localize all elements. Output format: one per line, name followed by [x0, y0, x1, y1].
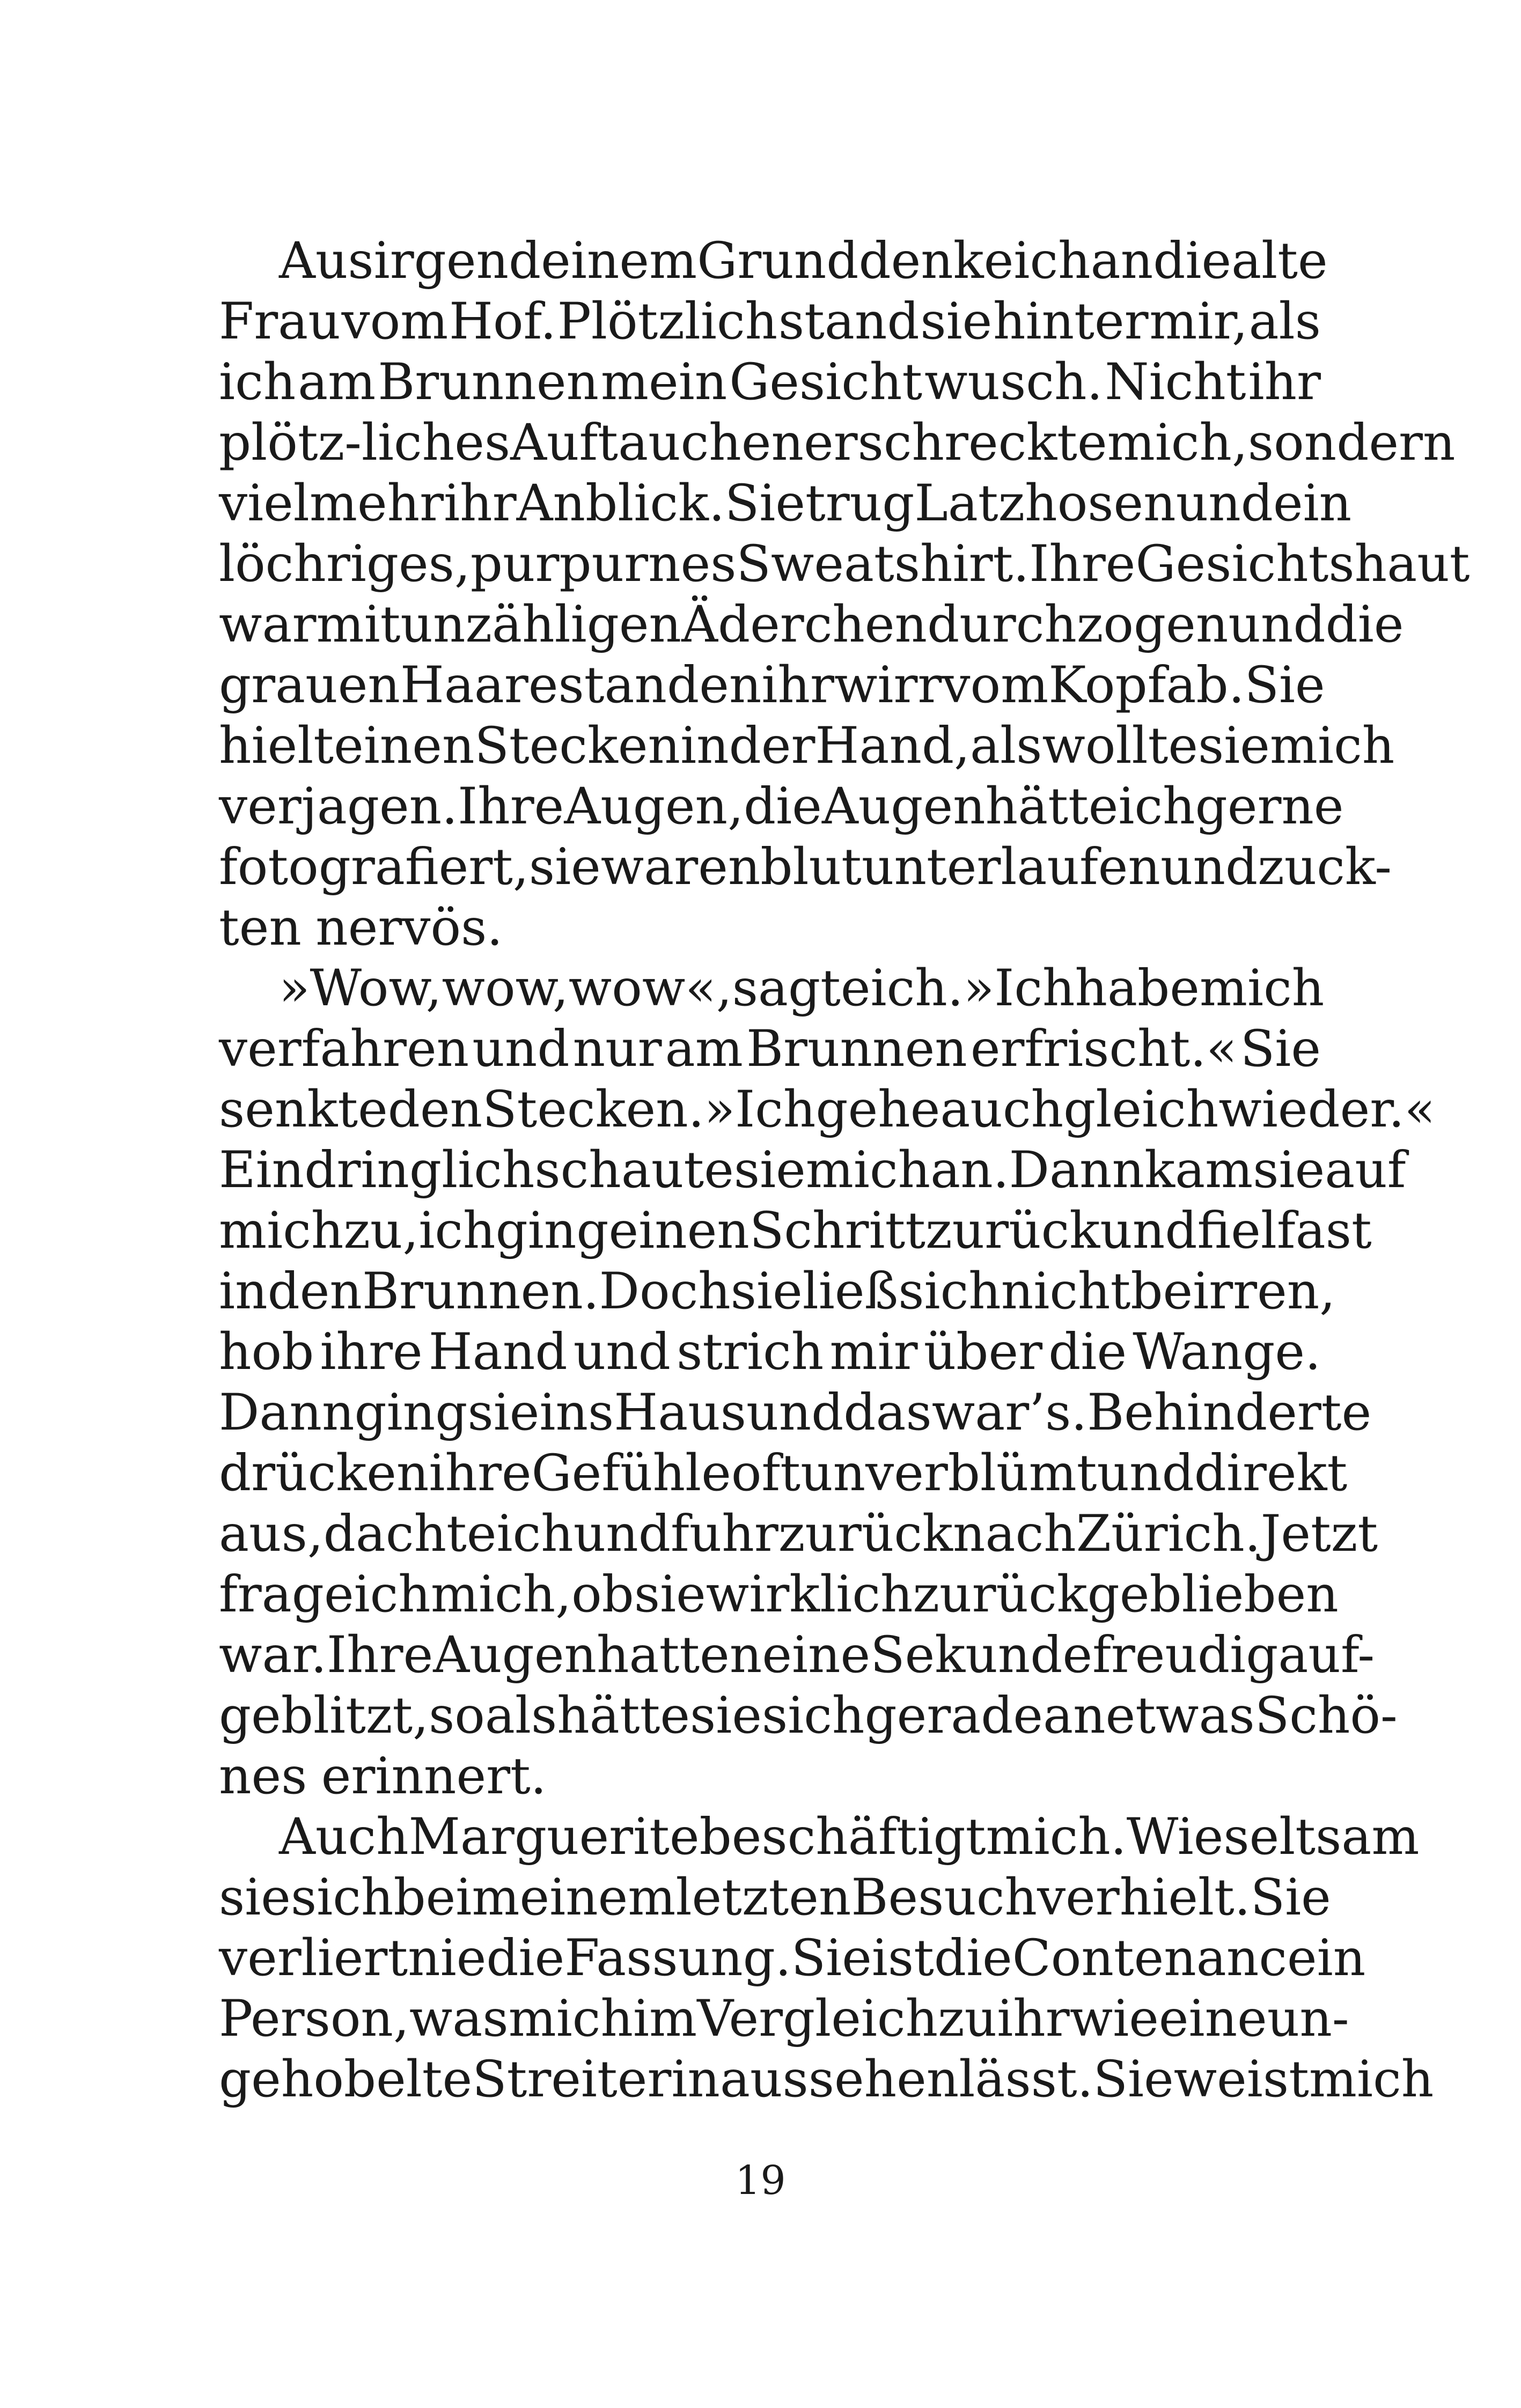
- word: ihre: [320, 1323, 423, 1381]
- text-line: [219, 231, 1328, 291]
- word: Jetzt: [1260, 1505, 1378, 1563]
- word: vielmehr: [219, 474, 444, 533]
- word: wirr: [834, 656, 942, 715]
- word: ich: [219, 353, 296, 411]
- word: oft: [731, 1444, 801, 1503]
- word: »Ich: [704, 1080, 816, 1139]
- word: wusch.: [924, 353, 1103, 411]
- word: hinter: [993, 292, 1149, 351]
- word: sich: [898, 1262, 1001, 1321]
- word: standen: [558, 656, 762, 715]
- text-line: [219, 1867, 1331, 1928]
- word: und: [573, 1505, 671, 1563]
- word: bei: [393, 1868, 472, 1927]
- word: direkt: [1194, 1444, 1348, 1503]
- word: ich: [418, 1202, 496, 1260]
- word: die: [743, 777, 822, 836]
- text-line: [219, 352, 1321, 413]
- word: hielt: [219, 717, 334, 775]
- word: etwas: [1105, 1687, 1255, 1745]
- word: und: [573, 1323, 671, 1381]
- word: Brunnen: [378, 353, 599, 411]
- word: ihr: [1248, 353, 1321, 411]
- word: sich: [761, 1687, 865, 1745]
- word: und: [1100, 1202, 1197, 1260]
- word: alte: [1231, 232, 1328, 290]
- word: und: [1160, 838, 1258, 896]
- word: erinnert.: [321, 1747, 547, 1806]
- word: verfahren: [219, 1020, 469, 1078]
- word: sie: [634, 1565, 706, 1624]
- word: hätte: [557, 1687, 690, 1745]
- text-line: [219, 1989, 1349, 2049]
- word: ließ: [802, 1262, 899, 1321]
- text-line: [219, 1382, 1372, 1443]
- word: mich: [508, 1990, 633, 2048]
- text-line: [219, 655, 1325, 716]
- word: Wie: [1126, 1808, 1224, 1866]
- word: ihre: [429, 1444, 532, 1503]
- word: beschäftigt: [699, 1808, 986, 1866]
- word: Ihre: [458, 777, 564, 836]
- word: sie: [467, 1383, 540, 1442]
- text-line: [219, 1807, 1420, 1867]
- word: »Ich: [963, 959, 1075, 1018]
- word: Augen,: [564, 777, 744, 836]
- word: Zürich.: [1076, 1505, 1261, 1563]
- word: die: [1153, 232, 1232, 290]
- word: mich: [1199, 959, 1325, 1018]
- word: in: [680, 717, 729, 775]
- word: verliert: [219, 1929, 408, 1987]
- word: wirklich: [706, 1565, 913, 1624]
- word: Hof.: [449, 292, 556, 351]
- word: mich,: [430, 1565, 572, 1624]
- word: Wange.: [1133, 1323, 1321, 1381]
- word: Brunnen: [746, 1020, 967, 1078]
- text-line: [219, 1504, 1378, 1564]
- word: ich: [1118, 777, 1195, 836]
- word: nicht: [1001, 1262, 1131, 1321]
- word: den: [267, 1262, 362, 1321]
- word: vom: [942, 656, 1049, 715]
- word: den: [387, 1080, 483, 1139]
- word: erfrischt.«: [970, 1020, 1237, 1078]
- word: nes: [219, 1747, 307, 1806]
- word: wow,: [442, 959, 569, 1018]
- word: sie: [528, 838, 601, 896]
- word: und: [746, 1383, 844, 1442]
- word: zu,: [343, 1202, 419, 1260]
- word: Latzhosen: [914, 474, 1176, 533]
- word: war.: [219, 1626, 327, 1684]
- word: als: [484, 1687, 557, 1745]
- word: ich: [1013, 232, 1091, 290]
- word: einen: [608, 1202, 750, 1260]
- word: Ihre: [327, 1626, 433, 1684]
- word: Aus: [279, 232, 374, 290]
- word: unzähligen: [400, 595, 682, 654]
- word: einen: [334, 717, 475, 775]
- word: sie: [1253, 1141, 1325, 1199]
- word: Anblick.: [516, 474, 725, 533]
- word: sie: [219, 1868, 291, 1927]
- word: in: [219, 1262, 268, 1321]
- text-line: [219, 1928, 1366, 1989]
- word: ging: [354, 1383, 468, 1442]
- word: trug: [805, 474, 915, 533]
- word: wieder.«: [1218, 1080, 1436, 1139]
- word: stand: [778, 292, 920, 351]
- word: Haare: [400, 656, 559, 715]
- word: sich: [290, 1868, 394, 1927]
- word: Besuch: [851, 1868, 1038, 1927]
- word: an: [1090, 232, 1153, 290]
- word: schaute: [534, 1141, 734, 1199]
- word: Hand,: [815, 717, 971, 775]
- text-line: [219, 1746, 1321, 1807]
- word: mich: [1269, 717, 1395, 775]
- word: nie: [408, 1929, 487, 1987]
- text-line: [219, 1140, 1406, 1201]
- word: Stecken.: [482, 1080, 704, 1139]
- word: nervös.: [315, 899, 503, 957]
- text-line: [219, 1019, 1321, 1079]
- word: ab.: [1166, 656, 1245, 715]
- word: sie: [690, 1687, 762, 1745]
- word: Brunnen.: [362, 1262, 599, 1321]
- text-line: [219, 291, 1321, 352]
- word: Sie: [1240, 1020, 1321, 1078]
- word: letzten: [675, 1868, 851, 1927]
- word: wie: [1069, 1990, 1159, 2048]
- word: war’s.: [931, 1383, 1088, 1442]
- word: auch: [940, 1080, 1064, 1139]
- word: so: [429, 1687, 485, 1745]
- word: Behinderte: [1087, 1383, 1372, 1442]
- word: Sie: [791, 1929, 872, 1987]
- word: und: [1097, 1444, 1194, 1503]
- word: ich: [496, 1505, 574, 1563]
- word: die: [1325, 595, 1404, 654]
- word: Person,: [219, 1990, 409, 2048]
- word: Äderchen: [681, 595, 928, 654]
- word: auf-: [1278, 1626, 1375, 1684]
- word: Sekunde: [870, 1626, 1093, 1684]
- word: Streiterin: [472, 2050, 720, 2109]
- word: mit: [316, 595, 401, 654]
- word: habe: [1075, 959, 1200, 1018]
- word: wollte: [1042, 717, 1198, 775]
- word: ist: [871, 1929, 934, 1987]
- word: strich: [677, 1323, 824, 1381]
- word: über: [923, 1323, 1043, 1381]
- word: Eindringlich: [219, 1141, 535, 1199]
- word: der: [729, 717, 815, 775]
- word: fuhr: [671, 1505, 778, 1563]
- text-line: [219, 958, 1325, 1019]
- word: Marguerite: [408, 1808, 700, 1866]
- word: war: [219, 595, 317, 654]
- word: aus,: [219, 1505, 324, 1563]
- word: purpurnes: [470, 535, 737, 593]
- word: Kopf: [1048, 656, 1166, 715]
- word: die: [1048, 1323, 1127, 1381]
- word: irgendeinem: [373, 232, 697, 290]
- word: gerade: [864, 1687, 1044, 1745]
- word: Auftauchen: [510, 414, 804, 472]
- word: Sie: [724, 474, 805, 533]
- word: beirren,: [1130, 1262, 1336, 1321]
- word: dachte: [323, 1505, 497, 1563]
- word: un-: [1267, 1990, 1349, 2048]
- word: an: [1043, 1687, 1106, 1745]
- word: frage: [219, 1565, 354, 1624]
- word: Hand: [428, 1323, 568, 1381]
- word: vom: [341, 292, 449, 351]
- word: die: [934, 1929, 1012, 1987]
- word: auf: [1325, 1141, 1406, 1199]
- word: gehe: [815, 1080, 940, 1139]
- word: meinem: [472, 1868, 676, 1927]
- word: Schö-: [1254, 1687, 1398, 1745]
- word: Contenance: [1012, 1929, 1317, 1987]
- word: am: [298, 353, 376, 411]
- word: Schritt: [749, 1202, 926, 1260]
- word: und: [1228, 595, 1326, 654]
- word: zurückgeblieben: [913, 1565, 1339, 1624]
- word: am: [665, 1020, 743, 1078]
- word: mich: [805, 1141, 931, 1199]
- word: mir: [829, 1323, 918, 1381]
- word: Dann: [1009, 1141, 1145, 1199]
- word: ein: [1273, 474, 1352, 533]
- word: als: [1248, 292, 1321, 351]
- word: zurück: [778, 1505, 953, 1563]
- word: fast: [1276, 1202, 1372, 1260]
- word: ging: [495, 1202, 609, 1260]
- word: im: [633, 1990, 697, 2048]
- word: weist: [1173, 2050, 1309, 2109]
- word: Dann: [219, 1383, 355, 1442]
- word: in: [1317, 1929, 1366, 1987]
- word: und: [472, 1020, 570, 1078]
- text-line: [219, 413, 1456, 473]
- word: an.: [930, 1141, 1009, 1199]
- word: zuck-: [1258, 838, 1392, 896]
- word: fotografiert,: [219, 838, 529, 896]
- word: geblitzt,: [219, 1687, 429, 1745]
- word: ihr: [761, 656, 834, 715]
- word: Fassung.: [564, 1929, 791, 1987]
- word: Doch: [599, 1262, 731, 1321]
- word: senkte: [219, 1080, 388, 1139]
- word: gehobelte: [219, 2050, 473, 2109]
- word: sie: [1197, 717, 1270, 775]
- word: Augen: [821, 777, 986, 836]
- word: ten: [219, 899, 302, 957]
- word: wow«,: [568, 959, 732, 1018]
- word: sondern: [1247, 414, 1456, 472]
- text-line: [219, 716, 1395, 776]
- word: nach: [953, 1505, 1076, 1563]
- word: erschreckte: [804, 414, 1107, 472]
- word: mich: [219, 1202, 344, 1260]
- word: Sie: [1244, 656, 1325, 715]
- word: mein: [600, 353, 728, 411]
- word: hätte: [985, 777, 1119, 836]
- word: ins: [539, 1383, 614, 1442]
- word: Vergleich: [697, 1990, 938, 2048]
- text-line: [219, 2049, 1434, 2110]
- text-line: [219, 776, 1344, 837]
- text-line: [219, 897, 1321, 958]
- word: zu: [938, 1990, 997, 2048]
- word: ihr: [444, 474, 517, 533]
- word: eine: [762, 1626, 871, 1684]
- word: sie: [920, 292, 993, 351]
- word: freudig: [1092, 1626, 1278, 1684]
- word: unverblümt: [800, 1444, 1097, 1503]
- word: hatten: [597, 1626, 762, 1684]
- word: nur: [572, 1020, 662, 1078]
- word: mich: [1309, 2050, 1434, 2109]
- text-line: [219, 1261, 1336, 1322]
- word: waren: [600, 838, 761, 896]
- word: Gefühle: [531, 1444, 731, 1503]
- word: aussehen: [719, 2050, 959, 2109]
- word: ich.: [870, 959, 964, 1018]
- word: Sie: [1093, 2050, 1174, 2109]
- word: fiel: [1197, 1202, 1277, 1260]
- text-line: [219, 1625, 1375, 1685]
- word: durchzogen: [927, 595, 1229, 654]
- text-line: [219, 1079, 1436, 1140]
- word: verhielt.: [1037, 1868, 1251, 1927]
- text-line: [219, 837, 1392, 897]
- text-line: [219, 473, 1352, 534]
- word: Auch: [279, 1808, 409, 1866]
- word: Augen: [433, 1626, 597, 1684]
- text-line: [219, 1564, 1339, 1625]
- word: sie: [730, 1262, 803, 1321]
- word: verjagen.: [219, 777, 458, 836]
- word: sie: [733, 1141, 806, 1199]
- word: Stecken: [474, 717, 681, 775]
- word: zurück: [925, 1202, 1100, 1260]
- word: die: [486, 1929, 565, 1987]
- word: denke: [858, 232, 1014, 290]
- word: ihr: [997, 1990, 1070, 2048]
- text-line: [219, 594, 1404, 655]
- word: seltsam: [1223, 1808, 1420, 1866]
- word: drücken: [219, 1444, 429, 1503]
- word: gleich: [1063, 1080, 1219, 1139]
- word: sagte: [732, 959, 871, 1018]
- word: das: [843, 1383, 932, 1442]
- word: mich,: [1107, 414, 1248, 472]
- word: als: [970, 717, 1042, 775]
- word: Haus: [614, 1383, 747, 1442]
- text-line: [219, 1201, 1372, 1261]
- word: Sie: [1250, 1868, 1331, 1927]
- word: eine: [1158, 1990, 1267, 2048]
- text-line: [219, 1685, 1398, 1746]
- text-line: [219, 1443, 1348, 1504]
- body-text: [219, 231, 1470, 2110]
- word: ob: [571, 1565, 634, 1624]
- word: Nicht: [1105, 353, 1246, 411]
- word: löchriges,: [219, 535, 471, 593]
- word: »Wow,: [279, 959, 442, 1018]
- word: Sweatshirt.: [736, 535, 1030, 593]
- word: Ihre: [1029, 535, 1136, 593]
- word: Grund: [697, 232, 859, 290]
- word: blutunterlaufen: [760, 838, 1160, 896]
- word: ich: [354, 1565, 431, 1624]
- text-line: [219, 534, 1470, 594]
- page-number: 19: [735, 2157, 786, 2204]
- word: Frau: [219, 292, 341, 351]
- word: und: [1175, 474, 1273, 533]
- word: Plötzlich: [557, 292, 778, 351]
- word: lässt.: [959, 2050, 1093, 2109]
- word: plötz-liches: [219, 414, 511, 472]
- word: gerne: [1195, 777, 1344, 836]
- word: Gesichtshaut: [1135, 535, 1470, 593]
- word: mich.: [986, 1808, 1127, 1866]
- word: Gesicht: [729, 353, 923, 411]
- word: grauen: [219, 656, 400, 715]
- text-line: [219, 1322, 1321, 1382]
- word: kam: [1144, 1141, 1253, 1199]
- word: mir,: [1149, 292, 1248, 351]
- word: was: [409, 1990, 509, 2048]
- word: hob: [219, 1323, 314, 1381]
